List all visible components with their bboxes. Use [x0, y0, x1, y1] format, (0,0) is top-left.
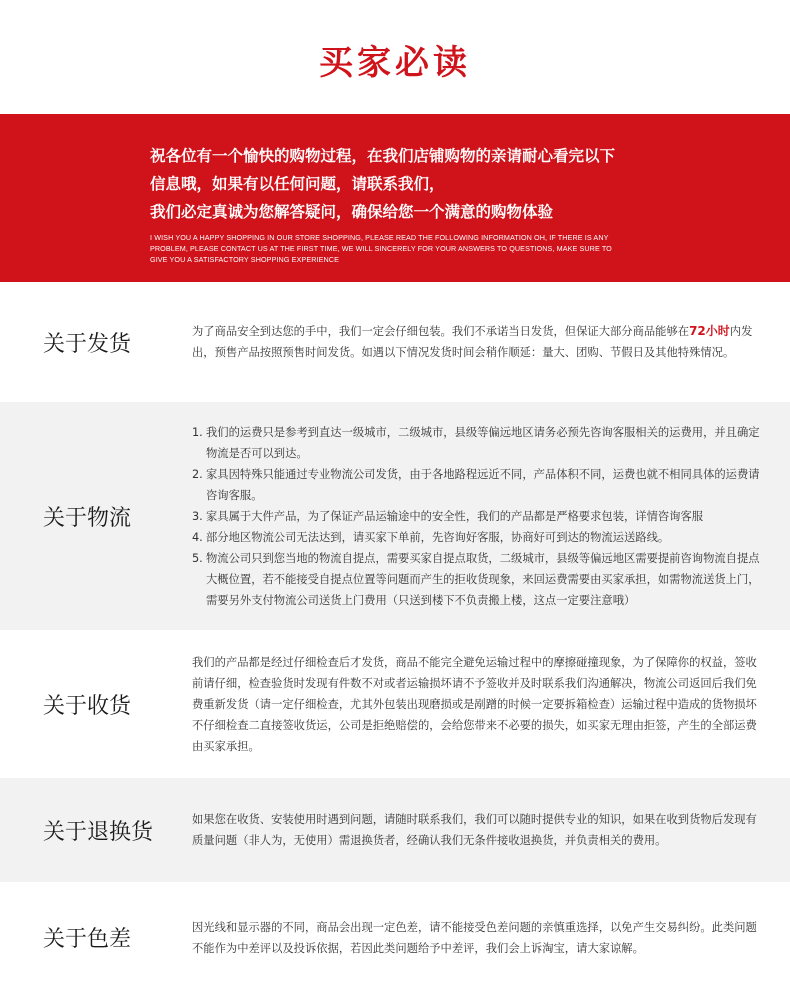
section-returns	[0, 778, 790, 882]
list-item	[192, 527, 760, 548]
section-heading: 关于物流	[43, 505, 132, 531]
returns-text: 如果您在收货、安装使用时遇到问题，请随时联系我们，我们可以随时提供专业的知识，如果在收到货物后发现有质量问题（非人为，无使用）需退换货者，经确认我们无条件接收退换货，并负责相关的费用。	[192, 813, 757, 847]
section-heading: 关于发货	[43, 331, 132, 357]
item-text: 家具因特殊只能通过专业物流公司发货，由于各地路程远近不同，产品体积不同，运费也就不相同具体的运费请咨询客服。	[206, 467, 760, 502]
banner-line-1: 祝各位有一个愉快的购物过程，在我们店铺购物的亲请耐心看完以下	[150, 147, 616, 165]
item-number: 2.	[192, 467, 203, 481]
logistics-list	[192, 422, 760, 611]
color-text: 因光线和显示器的不同，商品会出现一定色差，请不能接受色差问题的亲慎重选择，以免产生交易纠纷。此类问题不能作为中差评以及投诉依据，若因此类问题给予中差评，我们会上诉淘宝，请大家谅解。	[192, 920, 757, 955]
section-receiving	[0, 630, 790, 778]
section-color-difference	[0, 882, 790, 993]
section-body	[150, 809, 790, 851]
shipping-text-after: 内发出，预售产品按照预售时间发货。如遇以下情况发货时间会稍作顺延：量大、团购、节假日及其他特殊情况。	[192, 325, 753, 359]
item-text: 部分地区物流公司无法达到，请买家下单前，先咨询好客服，协商好可到达的物流运送路线。	[206, 530, 670, 544]
section-body	[150, 422, 790, 611]
section-body	[150, 917, 790, 959]
item-number: 1.	[192, 425, 203, 439]
list-item	[192, 464, 760, 506]
shipping-text-before: 为了商品安全到达您的手中，我们一定会仔细包装。我们不承诺当日发货，但保证大部分商品能够在	[192, 325, 690, 338]
banner-english-text: I WISH YOU A HAPPY SHOPPING IN OUR STORE SHOPPING, PLEASE READ THE FOLLOWING INFORMATION OH, IF THERE IS ANY PROBLEM, PLEASE CONTACT US AT THE FIRST TIME, WE WILL SINCERELY FOR YOUR ANSWERS TO QUESTIONS, MAKE SURE TO GIVE YOU A SATISFACTORY SHOPPING EXPERIENCE	[150, 233, 612, 264]
shipping-highlight: 72小时	[689, 324, 730, 338]
list-item	[192, 548, 760, 611]
banner-line-2: 信息哦，如果有以任何问题，请联系我们，	[150, 175, 445, 193]
item-text: 我们的运费只是参考到直达一级城市，二级城市，县级等偏远地区请务必预先咨询客服相关的运费用，并且确定物流是否可以到达。	[206, 425, 760, 460]
page-title: 买家必读	[319, 42, 471, 83]
item-number: 3.	[192, 509, 203, 523]
section-heading: 关于收货	[43, 693, 132, 719]
welcome-banner	[0, 114, 790, 282]
title-area	[0, 0, 790, 114]
item-number: 4.	[192, 530, 203, 544]
section-heading: 关于色差	[43, 927, 132, 952]
list-item	[192, 506, 760, 527]
section-body	[150, 652, 790, 757]
section-heading: 关于退换货	[43, 819, 154, 845]
section-shipping	[0, 282, 790, 402]
item-text: 家具属于大件产品，为了保证产品运输途中的安全性，我们的产品都是严格要求包装，详情咨询客服	[206, 509, 704, 523]
section-logistics	[0, 402, 790, 630]
item-text: 物流公司只到您当地的物流自提点，需要买家自提点取货，二级城市，县级等偏远地区需要提前咨询物流自提点大概位置，若不能接受自提点位置等问题而产生的拒收货现象，来回运费需要由买家承担，如需物流送货上门，需要另外支付物流公司送货上门费用（只送到楼下不负责搬上楼，这点一定要注意哦）	[206, 551, 760, 607]
banner-line-3: 我们必定真诚为您解答疑问，确保给您一个满意的购物体验	[150, 203, 554, 221]
list-item	[192, 422, 760, 464]
item-number: 5.	[192, 551, 203, 565]
section-body	[150, 321, 790, 363]
receiving-text: 我们的产品都是经过仔细检查后才发货，商品不能完全避免运输过程中的摩擦碰撞现象，为了保障你的权益，签收前请仔细，检查验货时发现有件数不对或者运输损坏请不予签收并及时联系我们沟通解决，物流公司返回后我们免费重新发货（请一定仔细检查，尤其外包装出现磨损或是剐蹭的时候一定要拆箱检查）运输过程中造成的货物损坏不仔细检查二直接签收货运，公司是拒绝赔偿的，会给您带来不必要的损失，如买家无理由拒签，产生的全部运费由买家承担。	[192, 655, 757, 753]
